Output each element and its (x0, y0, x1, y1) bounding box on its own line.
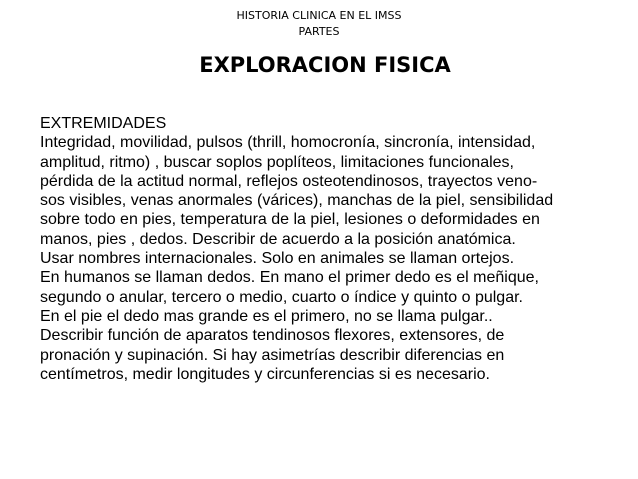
header-line-2: PARTES (298, 25, 340, 38)
body-line: pronación y supinación. Si hay asimetrías describir diferencias en (40, 346, 505, 364)
body-line: manos, pies , dedos. Describir de acuerdo a la posición anatómica. (40, 230, 516, 248)
body-line: Describir función de aparatos tendinosos flexores, extensores, de (40, 327, 505, 345)
body-line: centímetros, medir longitudes y circunferencias si es necesario. (40, 365, 490, 383)
body-line: En humanos se llaman dedos. En mano el primer dedo es el meñique, (40, 269, 539, 287)
body-line: segundo o anular, tercero o medio, cuarto o índice y quinto o pulgar. (40, 288, 523, 306)
body-line: Usar nombres internacionales. Solo en animales se llaman ortejos. (40, 250, 515, 268)
body-line: amplitud, ritmo) , buscar soplos poplíteos, limitaciones funcionales, (40, 153, 514, 171)
body-line: pérdida de la actitud normal, reflejos osteotendinosos, trayectos veno- (40, 172, 538, 190)
slide-header (0, 8, 638, 40)
body-line: sobre todo en pies, temperatura de la piel, lesiones o deformidades en (40, 211, 540, 229)
section-heading: EXTREMIDADES (40, 115, 167, 132)
body-line: En el pie el dedo mas grande es el primero, no se llama pulgar.. (40, 307, 493, 325)
header-line-1: HISTORIA CLINICA EN EL IMSS (236, 9, 402, 22)
body-line: sos visibles, venas anormales (várices), manchas de la piel, sensibilidad (40, 192, 554, 210)
slide-body (40, 114, 630, 384)
body-line: Integridad, movilidad, pulsos (thrill, homocronía, sincronía, intensidad, (40, 134, 536, 152)
slide-title: EXPLORACION FISICA (199, 53, 451, 77)
